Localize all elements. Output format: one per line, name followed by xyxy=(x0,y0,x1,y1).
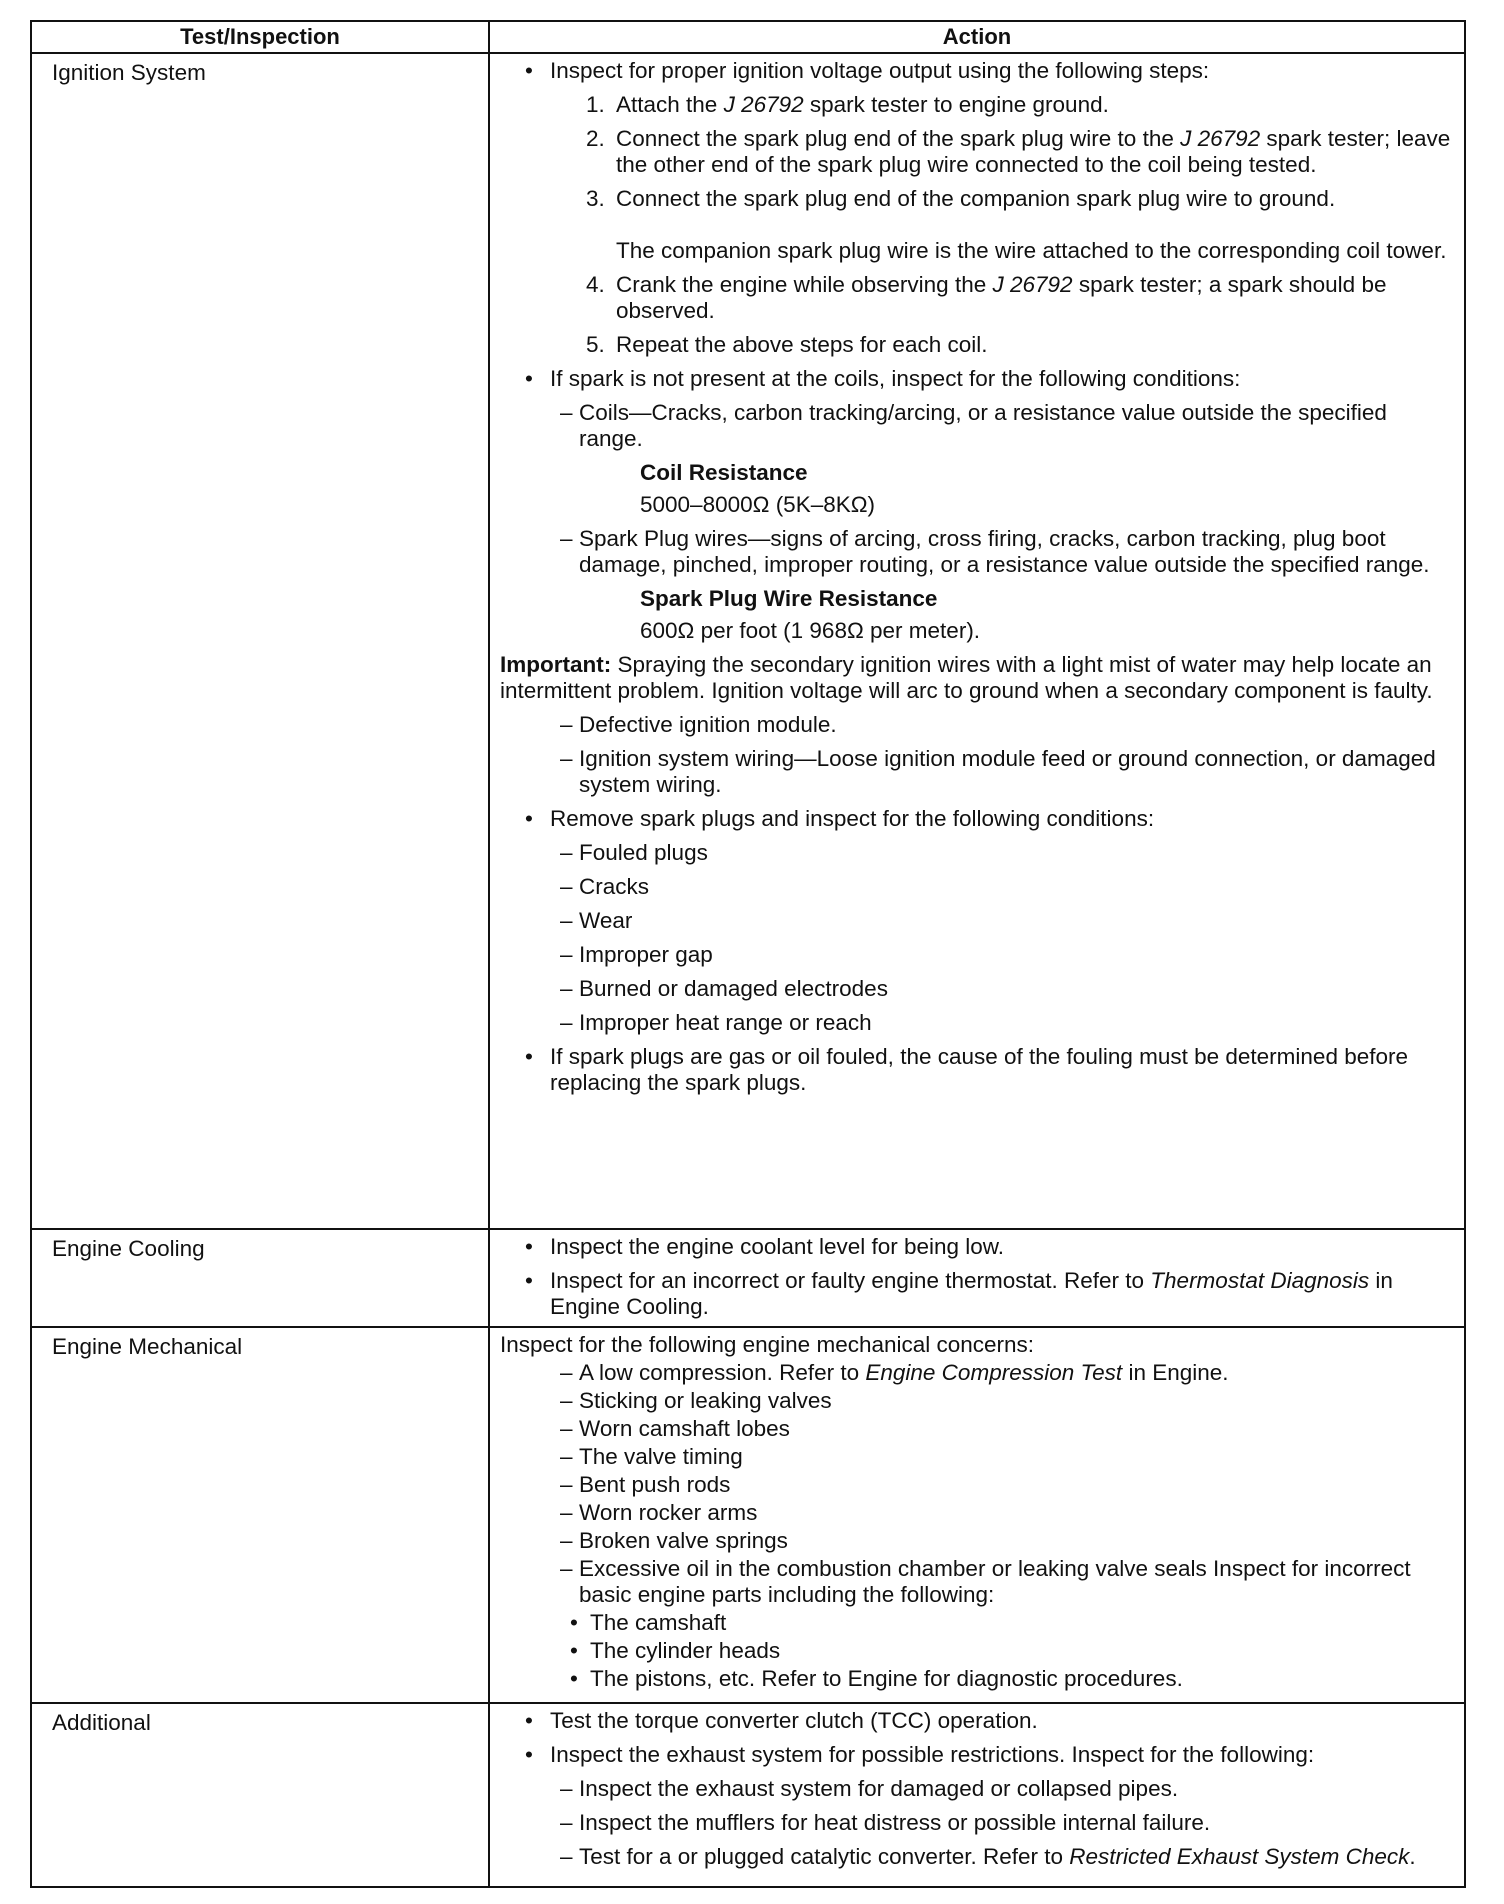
tool-reference: J 26792 xyxy=(992,272,1073,297)
step-1: 1. Attach the J 26792 spark tester to engine ground. xyxy=(586,92,1109,117)
list-item: – Test for a or plugged catalytic converter. Refer to Restricted Exhaust System Check. xyxy=(500,1844,1454,1870)
step-3: 3. Connect the spark plug end of the companion spark plug wire to ground. xyxy=(586,186,1336,211)
list-item: – Worn camshaft lobes xyxy=(500,1416,1454,1442)
action-engine-cooling xyxy=(489,1229,1465,1327)
list-item: – Spark Plug wires—signs of arcing, cross firing, cracks, carbon tracking, plug boot damage, pinched, improper routing, or a resistance value outside the specified range. xyxy=(500,526,1454,578)
list-item: • Inspect for an incorrect or faulty engine thermostat. Refer to Thermostat Diagnosis in Engine Cooling. xyxy=(500,1268,1454,1320)
list-item: • The pistons, etc. Refer to Engine for diagnostic procedures. xyxy=(500,1666,1454,1692)
list-item: – Sticking or leaking valves xyxy=(500,1388,1454,1414)
list-item: – Burned or damaged electrodes xyxy=(500,976,1454,1002)
list-item: • Inspect for proper ignition voltage output using the following steps: xyxy=(500,58,1454,84)
label-engine-cooling: Engine Cooling xyxy=(31,1229,489,1327)
action-additional xyxy=(489,1703,1465,1887)
list-item: – The valve timing xyxy=(500,1444,1454,1470)
list-item: – Defective ignition module. xyxy=(500,712,1454,738)
step-4: 4. Crank the engine while observing the J 26792 spark tester; a spark should be observed. xyxy=(586,272,1387,323)
action-ignition-system xyxy=(489,53,1465,1229)
list-item: – Cracks xyxy=(500,874,1454,900)
label-engine-mechanical: Engine Mechanical xyxy=(31,1327,489,1703)
step-3-note: The companion spark plug wire is the wire attached to the corresponding coil tower. xyxy=(616,238,1447,263)
row-ignition-system xyxy=(31,53,1465,1229)
label-ignition-system: Ignition System xyxy=(31,53,489,1229)
doc-reference: Thermostat Diagnosis xyxy=(1150,1268,1370,1293)
list-item: – Broken valve springs xyxy=(500,1528,1454,1554)
list-item: – Improper gap xyxy=(500,942,1454,968)
list-item: • Remove spark plugs and inspect for the following conditions: xyxy=(500,806,1454,832)
tool-reference: J 26792 xyxy=(1180,126,1261,151)
mechanical-intro: Inspect for the following engine mechanical concerns: xyxy=(500,1332,1035,1357)
diagnosis-table xyxy=(30,20,1466,1888)
list-item: • Inspect the engine coolant level for being low. xyxy=(500,1234,1454,1260)
list-item: – Coils—Cracks, carbon tracking/arcing, or a resistance value outside the specified range. xyxy=(500,400,1454,452)
list-item: • Test the torque converter clutch (TCC) operation. xyxy=(500,1708,1454,1734)
tool-reference: J 26792 xyxy=(723,92,804,117)
row-additional xyxy=(31,1703,1465,1887)
header-test-inspection: Test/Inspection xyxy=(31,21,489,53)
wire-resistance-value: 600Ω per foot (1 968Ω per meter). xyxy=(640,618,981,643)
action-engine-mechanical xyxy=(489,1327,1465,1703)
doc-reference: Restricted Exhaust System Check xyxy=(1069,1844,1410,1869)
coil-resistance-title: Coil Resistance xyxy=(640,460,808,485)
list-item: • If spark is not present at the coils, inspect for the following conditions: xyxy=(500,366,1454,392)
list-item: – Worn rocker arms xyxy=(500,1500,1454,1526)
header-row xyxy=(31,21,1465,53)
list-item: • If spark plugs are gas or oil fouled, the cause of the fouling must be determined before replacing the spark plugs. xyxy=(500,1044,1454,1096)
list-item: – Excessive oil in the combustion chamber or leaking valve seals Inspect for incorrect basic engine parts including the following: xyxy=(500,1556,1454,1608)
important-note: Important: Spraying the secondary ignition wires with a light mist of water may help locate an intermittent problem. Ignition voltage will arc to ground when a secondary component is faulty. xyxy=(500,652,1433,703)
list-item: – Bent push rods xyxy=(500,1472,1454,1498)
list-item: – Improper heat range or reach xyxy=(500,1010,1454,1036)
list-item: – Wear xyxy=(500,908,1454,934)
list-item: – Inspect the exhaust system for damaged or collapsed pipes. xyxy=(500,1776,1454,1802)
doc-reference: Engine Compression Test xyxy=(865,1360,1123,1385)
list-item: • The cylinder heads xyxy=(500,1638,1454,1664)
list-item: – Ignition system wiring—Loose ignition module feed or ground connection, or damaged system wiring. xyxy=(500,746,1454,798)
label-additional: Additional xyxy=(31,1703,489,1887)
coil-resistance-value: 5000–8000Ω (5K–8KΩ) xyxy=(640,492,876,517)
row-engine-cooling xyxy=(31,1229,1465,1327)
step-5: 5. Repeat the above steps for each coil. xyxy=(586,332,988,357)
list-item: – A low compression. Refer to Engine Compression Test in Engine. xyxy=(500,1360,1454,1386)
list-item: – Fouled plugs xyxy=(500,840,1454,866)
wire-resistance-title: Spark Plug Wire Resistance xyxy=(640,586,938,611)
list-item: • The camshaft xyxy=(500,1610,1454,1636)
list-item: – Inspect the mufflers for heat distress or possible internal failure. xyxy=(500,1810,1454,1836)
step-2: 2. Connect the spark plug end of the spark plug wire to the J 26792 spark tester; leave the other end of the spark plug wire connected to the coil being tested. xyxy=(586,126,1451,177)
header-action: Action xyxy=(489,21,1465,53)
list-item: • Inspect the exhaust system for possible restrictions. Inspect for the following: xyxy=(500,1742,1454,1768)
row-engine-mechanical xyxy=(31,1327,1465,1703)
